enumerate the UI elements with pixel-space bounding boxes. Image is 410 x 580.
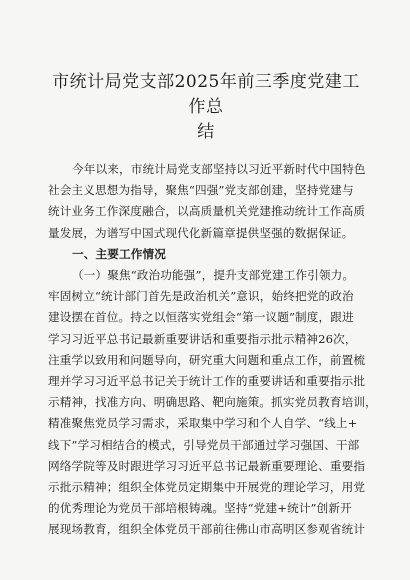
paragraph-line: 建设摆在首位。持之以恒落实党组会“第一议题”制度，跟进 [48,310,354,325]
paragraph-line: 示批示精神；组织全体党员定期集中开展党的理论学习，用党 [48,480,366,495]
paragraph-line: 展现场教育，组织全体党员干部前往佛山市高明区参观省统计 [48,522,366,537]
paragraph-line: 注重学以致用和问题导向，研究重大问题和重点工作，前置梳 [48,352,366,367]
paragraph-line: 网络学院等及时跟进学习习近平总书记最新重要理论、重要指 [48,458,366,473]
paragraph-line: 统计业务工作深度融合，以高质量机关党建推动统计工作高质 [48,204,366,219]
paragraph-line: 理并学习习近平总书记关于统计工作的重要讲话和重要指示批 [48,374,366,389]
paragraph-line: 今年以来，市统计局党支部坚持以习近平新时代中国特色 [72,162,366,176]
paragraph-line: 精准聚焦党员学习需求，采取集中学习和个人自学、“线上+ [48,416,358,431]
title-line-2: 结 [197,122,215,142]
title-line-1: 市统计局党支部2025年前三季度党建工作总 [52,72,360,117]
subsection-heading: （一）聚焦“政治功能强”，提升支部党建工作引领力。 [72,268,355,283]
document-title [48,70,364,145]
paragraph-line: 线下”学习相结合的模式，引导党员干部通过学习强国、干部 [48,437,360,452]
paragraph-line: 社会主义思想为指导，聚焦“四强”党支部创建，坚持党建与 [48,183,354,198]
paragraph-line: 牢固树立“统计部门首先是政治机关”意识，始终把党的政治 [48,289,354,304]
section-heading: 一、主要工作情况 [72,246,166,261]
paragraph-line: 学习习近平总书记最新重要讲话和重要指示批示精神26次， [48,331,357,346]
paragraph-line: 示精神，找准方向、明确思路、靶向施策。抓实党员教育培训， [48,395,377,410]
paragraph-line: 量发展，为谱写中国式现代化新篇章提供坚强的数据保证。 [48,225,354,240]
paragraph-line: 的优秀理论为党员干部培根铸魂。坚持“党建+统计”创新开 [48,501,352,516]
body-text [48,159,377,541]
